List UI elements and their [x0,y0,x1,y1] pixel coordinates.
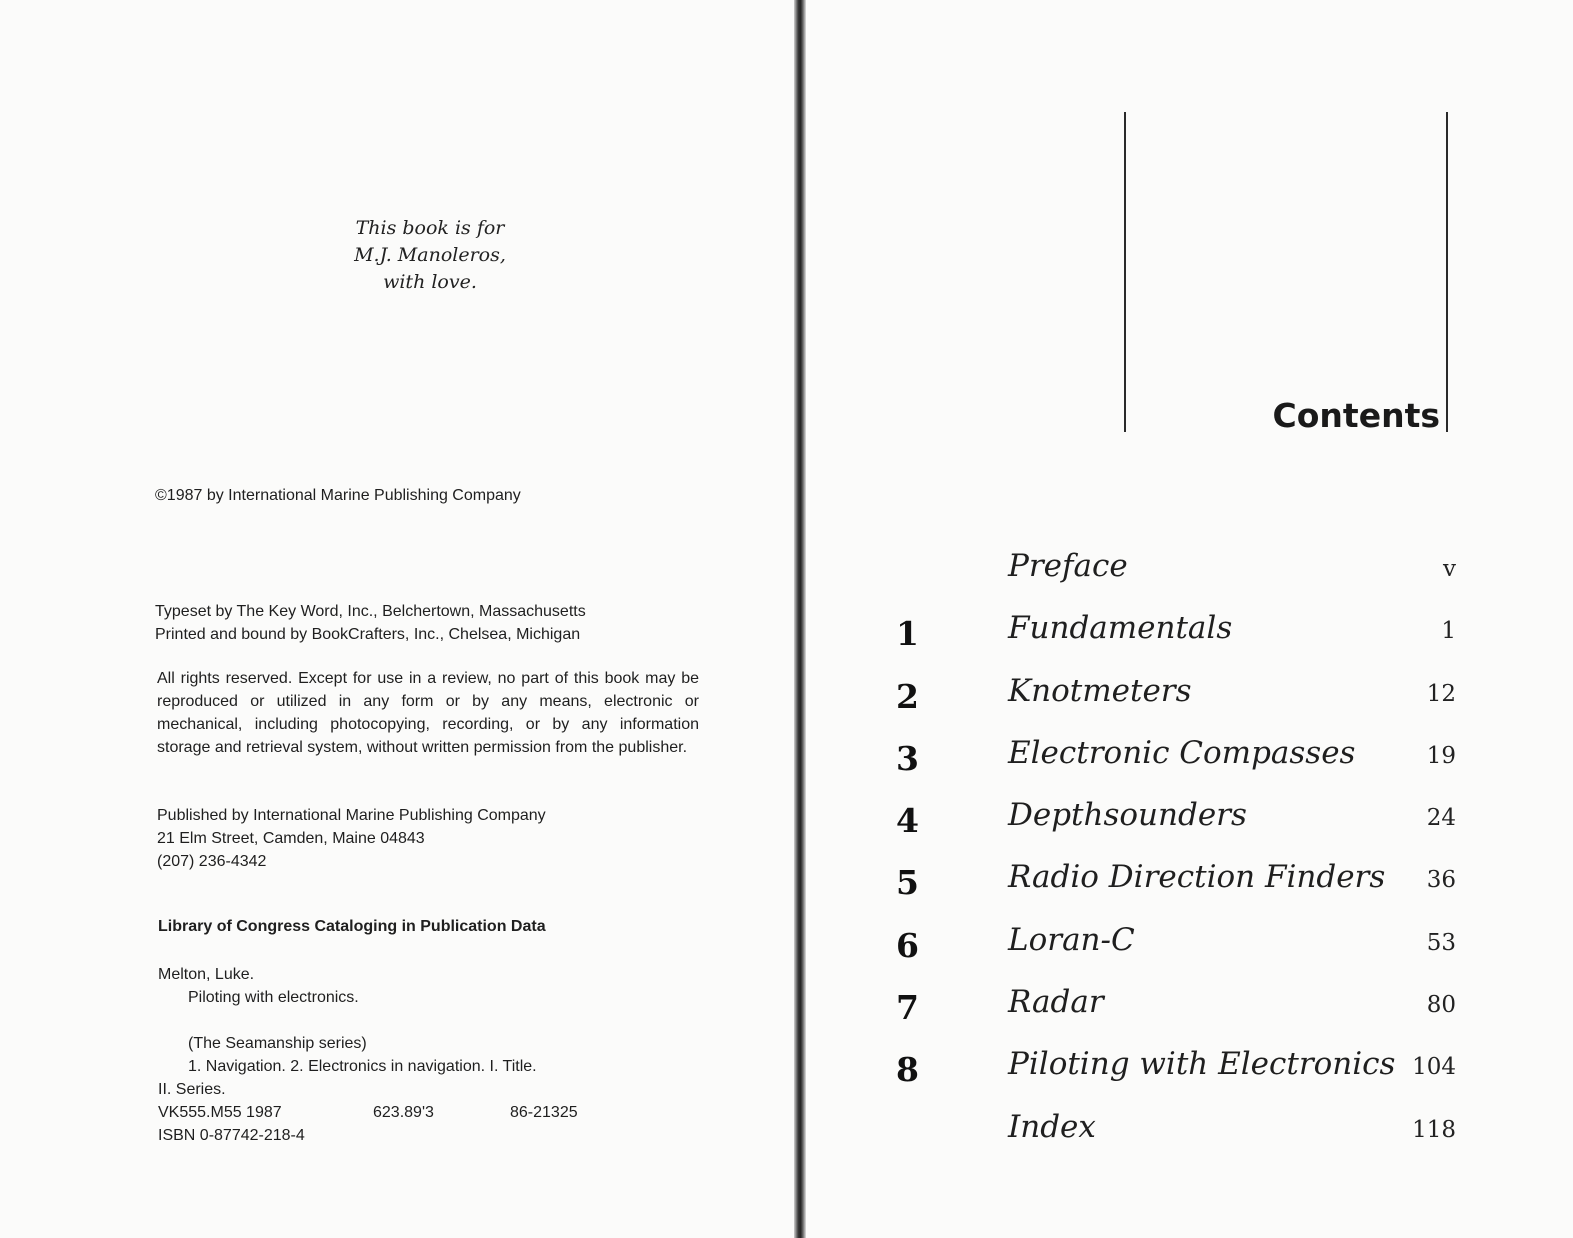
publisher-street: 21 Elm Street, Camden, Maine 04843 [157,830,425,847]
toc-page-number: 104 [1412,1054,1456,1081]
publisher-name: Published by International Marine Publishing Company [157,807,546,824]
cip-spacer [158,1009,718,1032]
toc-page-number: 36 [1426,867,1456,894]
toc-page-number: 24 [1426,805,1456,832]
vertical-rule [1446,112,1448,432]
toc-chapter-title: Knotmeters [1008,672,1192,709]
cip-author: Melton, Luke. [158,966,255,983]
toc-chapter-number: 4 [896,801,919,841]
toc-chapter-number: 1 [896,614,919,654]
cip-classification [158,1101,608,1124]
toc-chapter-title: Loran-C [1008,921,1135,958]
toc-chapter-title: Preface [1008,548,1128,584]
toc-page-number: 53 [1426,929,1456,956]
cip-subjects: 1. Navigation. 2. Electronics in navigation. I. Title. [188,1058,537,1075]
book-gutter [794,0,806,1238]
toc-chapter-number: 3 [896,738,919,778]
cip-data [158,963,718,1147]
publisher-phone: (207) 236-4342 [157,853,267,870]
toc-chapter-number: 7 [896,988,919,1028]
dedication-line: M.J. Manoleros, [354,244,506,266]
toc-chapter-number: 2 [896,676,919,716]
dedication-line: with love. [383,271,477,293]
toc-entry [896,602,1456,664]
toc-entry [896,540,1456,602]
typeset-credit: Typeset by The Key Word, Inc., Belchertown, Massachusetts [155,603,586,620]
publisher-address [157,804,546,873]
toc-chapter-number: 5 [896,863,919,903]
toc-entry [896,976,1456,1038]
cip-dewey: 623.89'3 [373,1104,434,1121]
toc-chapter-title: Depthsounders [1008,797,1247,834]
cip-series-note: (The Seamanship series) [188,1035,367,1052]
toc-page-number: v [1443,556,1456,582]
toc-entry [896,665,1456,727]
production-credits [155,600,586,646]
toc-chapter-title: Radio Direction Finders [1008,859,1386,896]
toc-page-number: 118 [1412,1116,1456,1143]
dedication-line: This book is for [355,217,505,239]
copyright-notice: ©1987 by International Marine Publishing Company [155,487,521,504]
cip-title: Piloting with electronics. [188,989,359,1006]
toc-page-number: 80 [1426,992,1456,1019]
toc-page-number: 19 [1426,742,1456,769]
toc-chapter-title: Radar [1008,984,1104,1021]
cip-call-number: VK555.M55 1987 [158,1104,282,1121]
vertical-rule [1124,112,1126,432]
toc-chapter-title: Piloting with Electronics [1008,1046,1396,1083]
dedication [330,215,530,296]
printer-credit: Printed and bound by BookCrafters, Inc., Chelsea, Michigan [155,626,581,643]
toc-entry [896,789,1456,851]
toc-chapter-number: 6 [896,925,919,965]
toc-entry [896,851,1456,913]
toc-chapter-title: Electronic Compasses [1008,734,1356,771]
toc-page-number: 1 [1441,618,1456,645]
toc-entry [896,727,1456,789]
cip-heading: Library of Congress Cataloging in Publication Data [158,918,546,935]
cip-lccn: 86-21325 [510,1104,578,1121]
toc-chapter-title: Fundamentals [1008,610,1233,647]
cip-series: II. Series. [158,1081,226,1098]
toc-page-number: 12 [1426,680,1456,707]
cip-isbn: ISBN 0-87742-218-4 [158,1127,305,1144]
table-of-contents [896,540,1456,1163]
toc-entry [896,1101,1456,1163]
contents-page [806,0,1573,1238]
toc-chapter-title: Index [1008,1108,1096,1145]
toc-entry [896,914,1456,976]
toc-entry [896,1038,1456,1100]
contents-title: Contents [1272,396,1440,435]
rights-statement: All rights reserved. Except for use in a review, no part of this book may be reproduced or utilized in any form or by any means, electronic or mechanical, including photocopying, recording, or by any information storage and retrieval system, without written permission from the publisher. [157,670,699,756]
toc-chapter-number: 8 [896,1050,919,1090]
